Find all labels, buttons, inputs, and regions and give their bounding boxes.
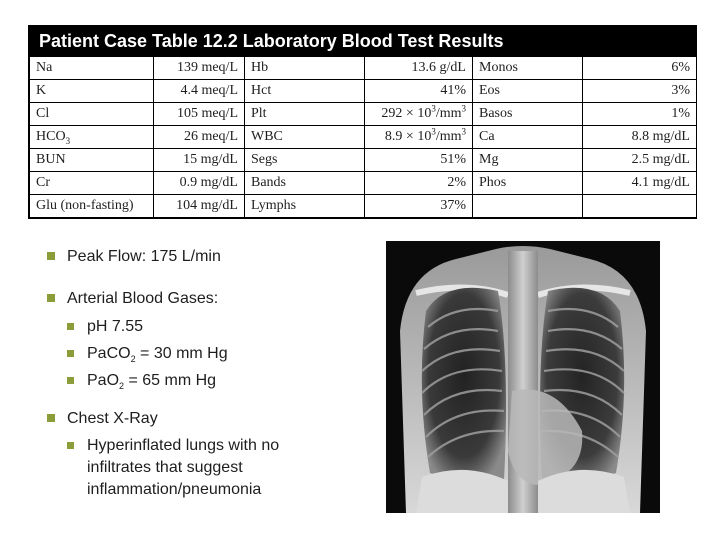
test-value-cell: 139 meq/L	[154, 57, 245, 80]
list-item	[47, 408, 367, 430]
bullet-square-icon	[47, 414, 55, 422]
test-value-cell: 26 meq/L	[154, 126, 245, 149]
bullet-square-icon	[67, 442, 74, 449]
test-value-cell: $8.9 \times 10^3/mm^3$	[365, 126, 473, 149]
lab-grid	[29, 56, 697, 218]
test-name-cell: Eos	[473, 80, 583, 103]
test-name-cell: Lymphs	[245, 195, 365, 218]
test-value-cell: 37%	[365, 195, 473, 218]
test-value-cell: 105 meq/L	[154, 103, 245, 126]
list-item	[47, 246, 367, 268]
lab-results-table	[28, 25, 697, 219]
table-row	[30, 103, 697, 126]
peak-flow-text: Peak Flow: 175 L/min	[67, 248, 221, 265]
pao2-text: PaO$_2$ = 65 mm Hg	[87, 372, 217, 392]
test-name-cell: Ca	[473, 126, 583, 149]
test-value-cell: 41%	[365, 80, 473, 103]
test-name-cell: Bands	[245, 172, 365, 195]
test-name-cell: Glu (non-fasting)	[30, 195, 154, 218]
test-value-cell: 13.6 g/dL	[365, 57, 473, 80]
test-name-cell: Segs	[245, 149, 365, 172]
test-name-cell: Hct	[245, 80, 365, 103]
bullet-square-icon	[47, 252, 55, 260]
test-name-cell	[473, 195, 583, 218]
test-name-cell: Cr	[30, 172, 154, 195]
bullet-square-icon	[67, 323, 74, 330]
table-row	[30, 80, 697, 103]
test-name-cell: WBC	[245, 126, 365, 149]
test-value-cell	[583, 195, 697, 218]
test-name-cell: Na	[30, 57, 154, 80]
list-item	[67, 316, 367, 338]
chest-xray-image	[386, 241, 660, 513]
test-value-cell: 6%	[583, 57, 697, 80]
list-item	[67, 343, 367, 365]
table-row	[30, 195, 697, 218]
bullet-square-icon	[67, 377, 74, 384]
test-value-cell: 15 mg/dL	[154, 149, 245, 172]
test-value-cell: 0.9 mg/dL	[154, 172, 245, 195]
test-name-cell: $HCO_3$	[30, 126, 154, 149]
test-value-cell: 2.5 mg/dL	[583, 149, 697, 172]
list-item	[67, 370, 367, 392]
test-name-cell: Hb	[245, 57, 365, 80]
list-item	[47, 288, 367, 310]
test-value-cell: $292 \times 10^3/mm^3$	[365, 103, 473, 126]
abg-heading: Arterial Blood Gases:	[67, 290, 219, 307]
test-name-cell: Phos	[473, 172, 583, 195]
test-name-cell: Monos	[473, 57, 583, 80]
bullet-square-icon	[67, 350, 74, 357]
test-name-cell: Basos	[473, 103, 583, 126]
xray-heading: Chest X-Ray	[67, 410, 158, 427]
test-value-cell: 51%	[365, 149, 473, 172]
ph-text: pH 7.55	[87, 318, 144, 335]
list-item	[67, 435, 367, 501]
test-value-cell: 2%	[365, 172, 473, 195]
test-name-cell: BUN	[30, 149, 154, 172]
paco2-text: PaCO$_2$ = 30 mm Hg	[87, 345, 228, 365]
test-value-cell: 4.1 mg/dL	[583, 172, 697, 195]
test-name-cell: Mg	[473, 149, 583, 172]
xray-finding-text: Hyperinflated lungs with no infiltrates that suggest inflammation/pneumonia	[87, 437, 280, 498]
table-row	[30, 172, 697, 195]
test-value-cell: 104 mg/dL	[154, 195, 245, 218]
test-name-cell: Cl	[30, 103, 154, 126]
test-name-cell: K	[30, 80, 154, 103]
findings-list	[47, 240, 367, 501]
table-title: Patient Case Table 12.2 Laboratory Blood Test Results	[29, 26, 696, 56]
test-name-cell: Plt	[245, 103, 365, 126]
table-row	[30, 57, 697, 80]
test-value-cell: 1%	[583, 103, 697, 126]
test-value-cell: 4.4 meq/L	[154, 80, 245, 103]
test-value-cell: 8.8 mg/dL	[583, 126, 697, 149]
bullet-square-icon	[47, 294, 55, 302]
table-row	[30, 149, 697, 172]
table-row	[30, 126, 697, 149]
test-value-cell: 3%	[583, 80, 697, 103]
